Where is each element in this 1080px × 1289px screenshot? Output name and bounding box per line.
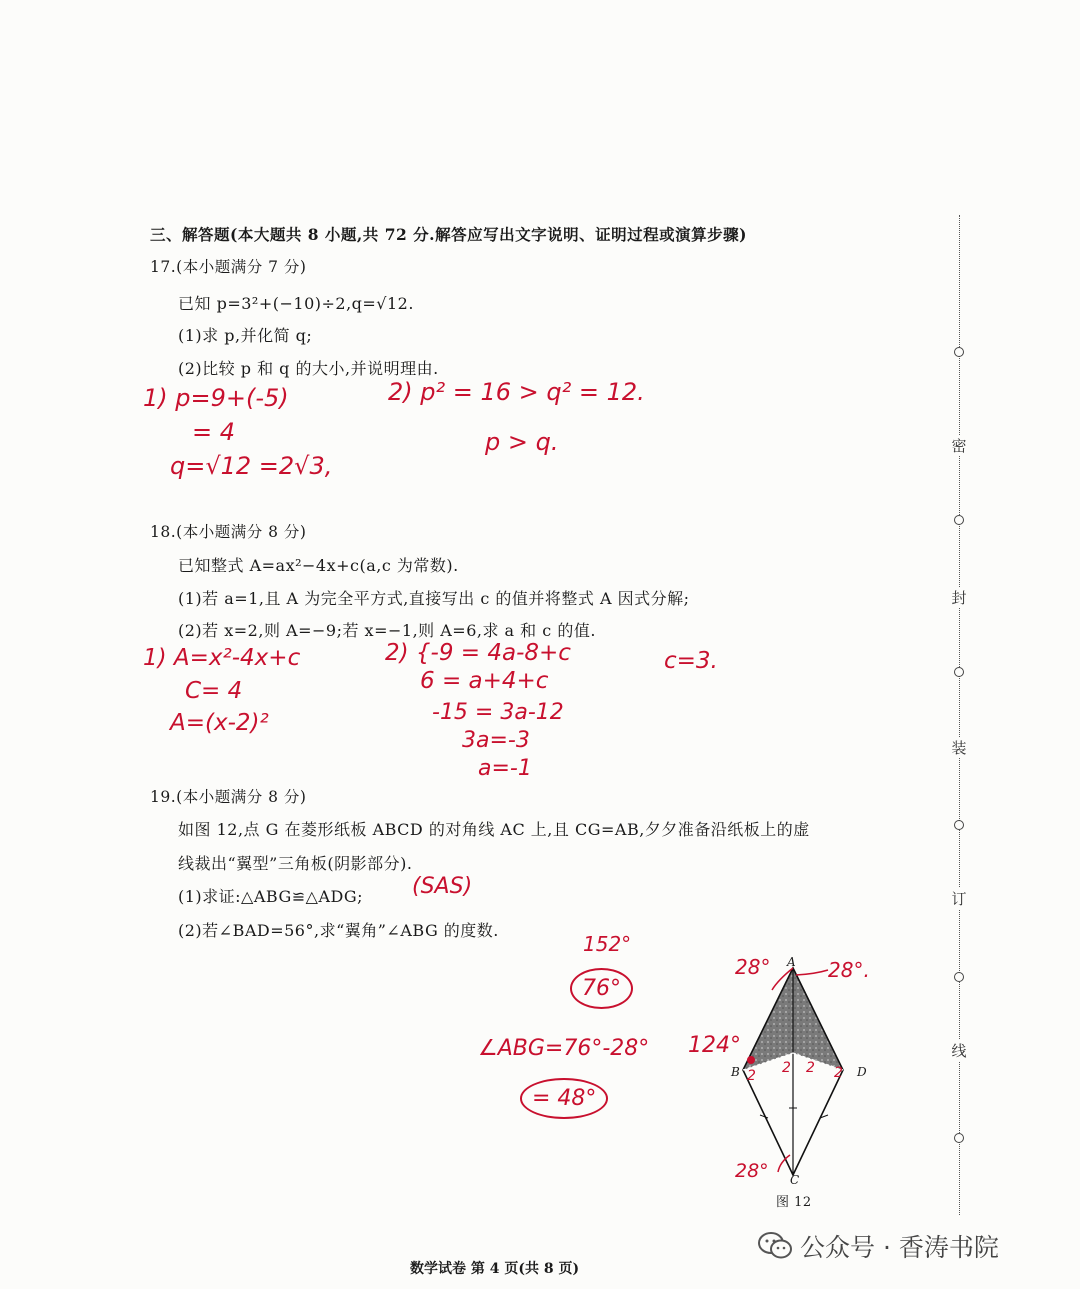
q17-hw-p-step1: 1) p=9+(-5): [143, 384, 289, 412]
figure-caption: 图 12: [776, 1195, 812, 1210]
red-dot-b: [747, 1056, 755, 1064]
binding-char-ding: 订: [949, 888, 969, 909]
q18-hw-c-result: c=3.: [664, 648, 718, 674]
point-b-label: B: [731, 1065, 740, 1079]
q18-part2: (2)若 x=2,则 A=−9;若 x=−1,则 A=6,求 a 和 c 的值.: [178, 621, 596, 640]
q19-hw-76-circle: 76°: [570, 968, 633, 1009]
q19-hw-answer-circle: = 48°: [520, 1078, 608, 1119]
q17-hw-q-simplified: q=√12 =2√3,: [170, 452, 333, 480]
binding-hole-2: [954, 515, 964, 525]
q17-hw-p-result: = 4: [192, 418, 236, 446]
q17-hw-compare: 2) p² = 16 > q² = 12.: [388, 378, 645, 406]
q18-hw-factored: A=(x-2)²: [170, 710, 269, 736]
watermark: [758, 1228, 999, 1266]
binding-char-zhuang: 装: [949, 737, 969, 758]
point-a-label: A: [787, 955, 796, 969]
binding-margin: [951, 215, 967, 1215]
q19-hw-mark-2: 2: [782, 1060, 791, 1076]
q18-hw-c-value: C= 4: [185, 678, 243, 704]
point-d-label: D: [857, 1065, 867, 1079]
q18-hw-a-expr: 1) A=x²-4x+c: [143, 645, 301, 671]
binding-hole-5: [954, 972, 964, 982]
q18-hw-subtract: -15 = 3a-12: [432, 700, 564, 725]
q19-stem-line1: 如图 12,点 G 在菱形纸板 ABCD 的对角线 AC 上,且 CG=AB,夕夕准备沿纸板上的虚: [178, 820, 810, 839]
q19-part1: (1)求证:△ABG≌△ADG;: [178, 887, 364, 906]
q19-hw-mark-4: 2: [834, 1065, 843, 1081]
q19-hw-angle-eq: ∠ABG=76°-28°: [478, 1036, 650, 1061]
section-title: 三、解答题(本大题共 8 小题,共 72 分.解答应写出文字说明、证明过程或演算步骤): [150, 225, 747, 244]
page-footer: 数学试卷 第 4 页(共 8 页): [410, 1261, 580, 1277]
q19-hw-sas: (SAS): [412, 874, 473, 899]
q19-stem-line2: 线裁出“翼型”三角板(阴影部分).: [178, 854, 413, 873]
binding-hole-3: [954, 667, 964, 677]
q17-part2: (2)比较 p 和 q 的大小,并说明理由.: [178, 359, 439, 378]
q19-hw-angle-28-left: 28°: [735, 955, 771, 979]
red-arrow-right: [796, 970, 828, 975]
q19-hw-mark-3: 2: [806, 1060, 815, 1076]
figure-12-rhombus: [700, 950, 870, 1210]
q18-stem: 已知整式 A=ax²−4x+c(a,c 为常数).: [178, 556, 459, 575]
q18-hw-eq2: 6 = a+4+c: [420, 668, 549, 694]
q18-hw-a-result: a=-1: [478, 756, 532, 781]
q18-hw-eq1: 2) {-9 = 4a-8+c: [385, 640, 571, 666]
binding-hole-6: [954, 1133, 964, 1143]
watermark-text: 公众号 · 香涛书院: [800, 1233, 999, 1262]
point-c-label: C: [790, 1173, 800, 1187]
q18-part1: (1)若 a=1,且 A 为完全平方式,直接写出 c 的值并将整式 A 因式分解;: [178, 589, 690, 608]
binding-dotted-line: [959, 215, 960, 1215]
binding-char-mi: 密: [949, 435, 969, 456]
q19-hw-mark-1: 2: [747, 1068, 756, 1084]
binding-char-feng: 封: [949, 587, 969, 608]
binding-hole-1: [954, 347, 964, 357]
q18-hw-3a: 3a=-3: [462, 728, 530, 753]
q19-hw-answer: [520, 1078, 608, 1119]
q17-stem: 已知 p=3²+(−10)÷2,q=√12.: [178, 294, 414, 313]
q19-hw-angle-124: 124°: [688, 1033, 741, 1058]
q19-part2: (2)若∠BAD=56°,求“翼角”∠ABG 的度数.: [178, 921, 499, 940]
q19-hw-152: 152°: [583, 932, 632, 956]
binding-char-xian: 线: [949, 1040, 969, 1061]
q19-hw-angle-28-c: 28°: [735, 1160, 769, 1182]
q19-hw-76-circled: [570, 968, 633, 1009]
q17-hw-conclusion: p > q.: [485, 428, 559, 456]
q17-heading: 17.(本小题满分 7 分): [150, 258, 307, 276]
binding-hole-4: [954, 820, 964, 830]
wechat-icon: [758, 1232, 792, 1266]
q19-heading: 19.(本小题满分 8 分): [150, 788, 307, 806]
q19-hw-angle-28-right: 28°.: [828, 958, 870, 982]
q18-heading: 18.(本小题满分 8 分): [150, 523, 307, 541]
q17-part1: (1)求 p,并化简 q;: [178, 326, 313, 345]
